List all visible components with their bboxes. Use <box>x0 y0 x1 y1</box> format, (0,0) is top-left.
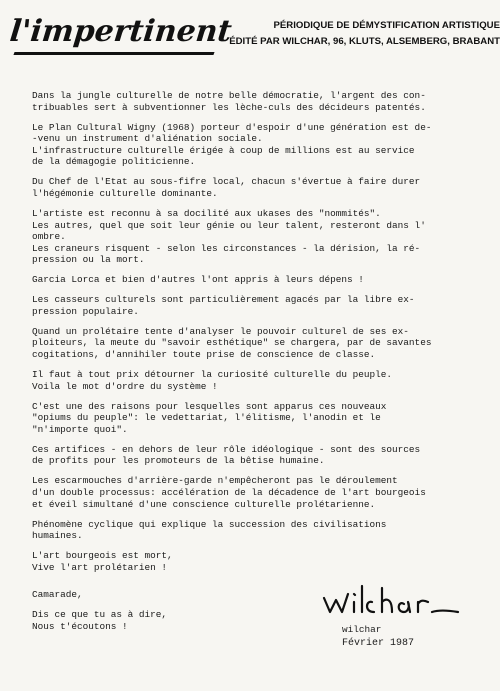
paragraph: Le Plan Cultural Wigny (1968) porteur d'espoir d'une génération est de- -venu un instrument d'aliénation sociale. L'infrastructure culturelle érigée à coup de millions est au service de la démagogie politicienne. <box>32 121 432 168</box>
logo: l'impertinent <box>8 14 234 49</box>
paragraph: Dans la jungle culturelle de notre belle démocratie, l'argent des con- tribuables sert à subventionner les lèche-culs des décideurs patentés. <box>32 90 426 113</box>
paragraph: Il faut à tout prix détourner la curiosité culturelle du peuple. Voila le mot d'ordre du système ! <box>32 369 393 392</box>
paragraph: Phénomène cyclique qui explique la succession des civilisations humaines. <box>32 518 387 542</box>
paragraph: Quand un prolétaire tente d'analyser le pouvoir culturel de ses ex- ploiteurs, la meute du "savoir esthétique" se chargera, par de savantes cogitations, d'annihiler toute prise de conscience de classe. <box>32 325 432 361</box>
paragraph: Garcia Lorca et bien d'autres l'ont appris à leurs dépens ! <box>32 274 364 286</box>
paragraph: Les escarmouches d'arrière-garde n'empêcheront pas le déroulement d'un double processus: accélération de la décadence de l'art bourgeois et éveil simultané d'une conscience culturelle prolétarienne. <box>32 475 426 510</box>
paragraph: Du Chef de l'Etat au sous-fifre local, chacun s'évertue à faire durer l'hégémonie culturelle dominante. <box>32 176 421 199</box>
paragraph: L'art bourgeois est mort, Vive l'art prolétarien ! <box>32 550 173 573</box>
subtitle-line-1: PÉRIODIQUE DE DÉMYSTIFICATION ARTISTIQUE <box>273 20 500 31</box>
masthead <box>8 12 500 68</box>
paragraph: Ces artifices - en dehors de leur rôle idéologique - sont des sources de profits pour les promoteurs de la bêtise humaine. <box>32 443 421 467</box>
signature-block <box>300 580 500 660</box>
closing: Dis ce que tu as à dire, Nous t'écoutons ! <box>32 609 168 632</box>
paragraph: Les casseurs culturels sont particulièrement agacés par la libre ex- pression populaire. <box>32 294 415 317</box>
salutation: Camarade, <box>32 589 83 601</box>
logo-underline <box>13 52 214 55</box>
handwritten-signature <box>320 580 480 620</box>
signature-date: Février 1987 <box>342 638 415 649</box>
paragraph: C'est une des raisons pour lesquelles sont apparus ces nouveaux "opiums du peuple": le vedettariat, l'élitisme, l'anodin et le "n'importe quoi". <box>32 400 387 435</box>
manifesto-body <box>32 90 486 641</box>
signature-name: wilchar <box>342 624 382 635</box>
paragraph: L'artiste est reconnu à sa docilité aux ukases des "nommités". Les autres, quel que soit leur génie ou leur talent, resteront dans l' ombre. Les craneurs risquent - selon les circonstances - la dérision, la ré- pression ou la mort. <box>32 207 426 266</box>
masthead-subtitle <box>226 18 500 50</box>
subtitle-line-2: ÉDITÉ PAR WILCHAR, 96, KLUTS, ALSEMBERG, BRABANT <box>229 36 500 47</box>
